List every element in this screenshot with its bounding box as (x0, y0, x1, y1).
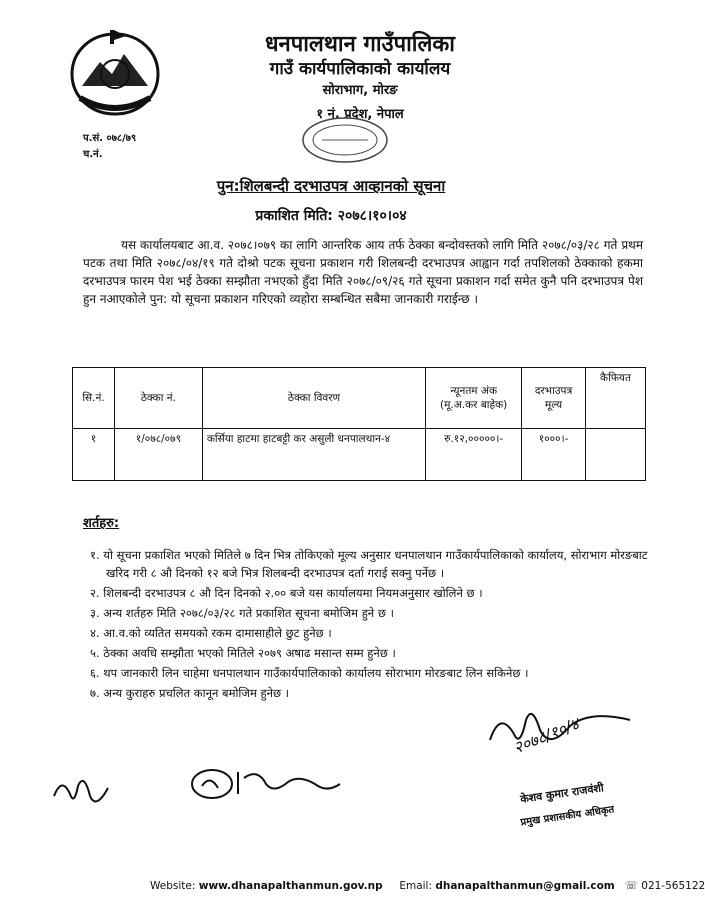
signature-left (48, 766, 118, 816)
footer (150, 880, 705, 892)
name-stamp: केशव कुमार राजवंशी (519, 781, 605, 806)
condition-item: २. शिलबन्दी दरभाउपत्र ८ औ दिन दिनको २.०० बजे यस कार्यालयमा नियमअनुसार खोलिने छ । (90, 586, 483, 600)
published-date: प्रकाशित मिति: २०७८।१०।०४ (255, 208, 407, 224)
phone-number: 021-565122 (641, 880, 705, 892)
col-header: न्यूनतम अंक (मू.अ.कर बाहेक) (426, 368, 522, 429)
website-link[interactable]: www.dhanapalthanmun.gov.np (198, 880, 383, 892)
col-header: सि.नं. (73, 368, 115, 429)
signature-middle (188, 764, 348, 804)
table-row (73, 429, 646, 481)
cell-sn: १ (73, 429, 115, 481)
notice-body: यस कार्यालयबाट आ.व. २०७८।०७९ का लागि आन्तरिक आय तर्फ ठेक्का बन्दोवस्तको लागि मिति २०७८/०३/२८ गते प्रथम पटक तथा मिति २०७८/०४/१९ गते दोश्रो पटक सूचना प्रकाशन गरी शिलबन्दी दरभाउपत्र आह्वान गर्दा तपशिलको ठेक्काको हकमा दरभाउपत्र फारम पेश भई ठेक्का सम्झौता नभएको हुँदा मिति २०७८/०९/२६ गते सूचना प्रकाशन गर्दा समेत कुनै पनि दरभाउपत्र पेश हुन नआएकोले पुन: यो सूचना प्रकाशन गरिएको व्यहोरा सम्बन्धित सबैमा जानकारी गराईन्छ । (83, 238, 643, 306)
email-label: Email: (399, 880, 433, 892)
table-header-row (73, 368, 646, 429)
condition-item: १. यो सूचना प्रकाशित भएको मितिले ७ दिन भित्र तोकिएको मूल्य अनुसार धनपालथान गाउँकार्यपालिकाको कार्यालय, सोराभाग मोरङबाट खरिद गरी ८ औ दिनको १२ बजे भित्र शिलबन्दी दरभाउपत्र दर्ता गराई सक्नु पर्नेछ । (90, 548, 648, 580)
title-stamp: प्रमुख प्रशासकीय अधिकृत (519, 804, 615, 829)
col-header: कैफियत (586, 368, 646, 429)
contract-table (72, 367, 646, 481)
phone-icon: ☏ (624, 880, 638, 892)
cell-bid-price: १०००।- (522, 429, 586, 481)
condition-item: ६. थप जानकारी लिन चाहेमा धनपालथान गाउँकार्यपालिकाको कार्यालय सोराभाग मोरङबाट लिन सकिनेछ । (90, 666, 529, 680)
office-name: गाउँ कार्यपालिकाको कार्यालय (269, 59, 451, 79)
ref-number: प.सं. ०७८/७९ (83, 133, 137, 144)
province-line: १ नं. प्रदेश, नेपाल (316, 107, 404, 122)
cell-remarks (586, 429, 646, 481)
condition-item: ७. अन्य कुराहरु प्रचलित कानून बमोजिम हुनेछ । (90, 686, 290, 700)
conditions-list (90, 546, 650, 704)
condition-item: ५. ठेक्का अवधि सम्झौता भएको मितिले २०७९ अषाढ मसान्त सम्म हुनेछ । (90, 646, 396, 660)
office-stamp (300, 115, 390, 165)
col-header: ठेक्का नं. (114, 368, 202, 429)
col-header: दरभाउपत्र मूल्य (522, 368, 586, 429)
condition-item: ४. आ.व.को व्यतित समयको रकम दामासाहीले छुट हुनेछ । (90, 626, 332, 640)
signature-date: २०७८/१०/४ (510, 713, 582, 758)
cell-description: कर्सिया हाटमा हाटबट्टी कर असुली धनपालथान-४ (202, 429, 425, 481)
notice-title: पुन:शिलबन्दी दरभाउपत्र आव्हानको सूचना (216, 177, 446, 195)
condition-item: ३. अन्य शर्तहरु मिति २०७८/०३/२८ गते प्रकाशित सूचना बमोजिम हुने छ । (90, 606, 394, 620)
conditions-heading: शर्तहरु: (83, 516, 120, 531)
cell-contract-no: १/०७८/०७९ (114, 429, 202, 481)
email-link[interactable]: dhanapalthanmun@gmail.com (435, 880, 615, 892)
org-name: धनपालथान गाउँपालिका (264, 32, 456, 57)
website-label: Website: (150, 880, 196, 892)
col-header: ठेक्का विवरण (202, 368, 425, 429)
cell-min-amount: रु.१२,०००००।- (426, 429, 522, 481)
address-line: सोराभाग, मोरङ (322, 83, 398, 98)
dispatch-number: च.नं. (83, 149, 103, 160)
